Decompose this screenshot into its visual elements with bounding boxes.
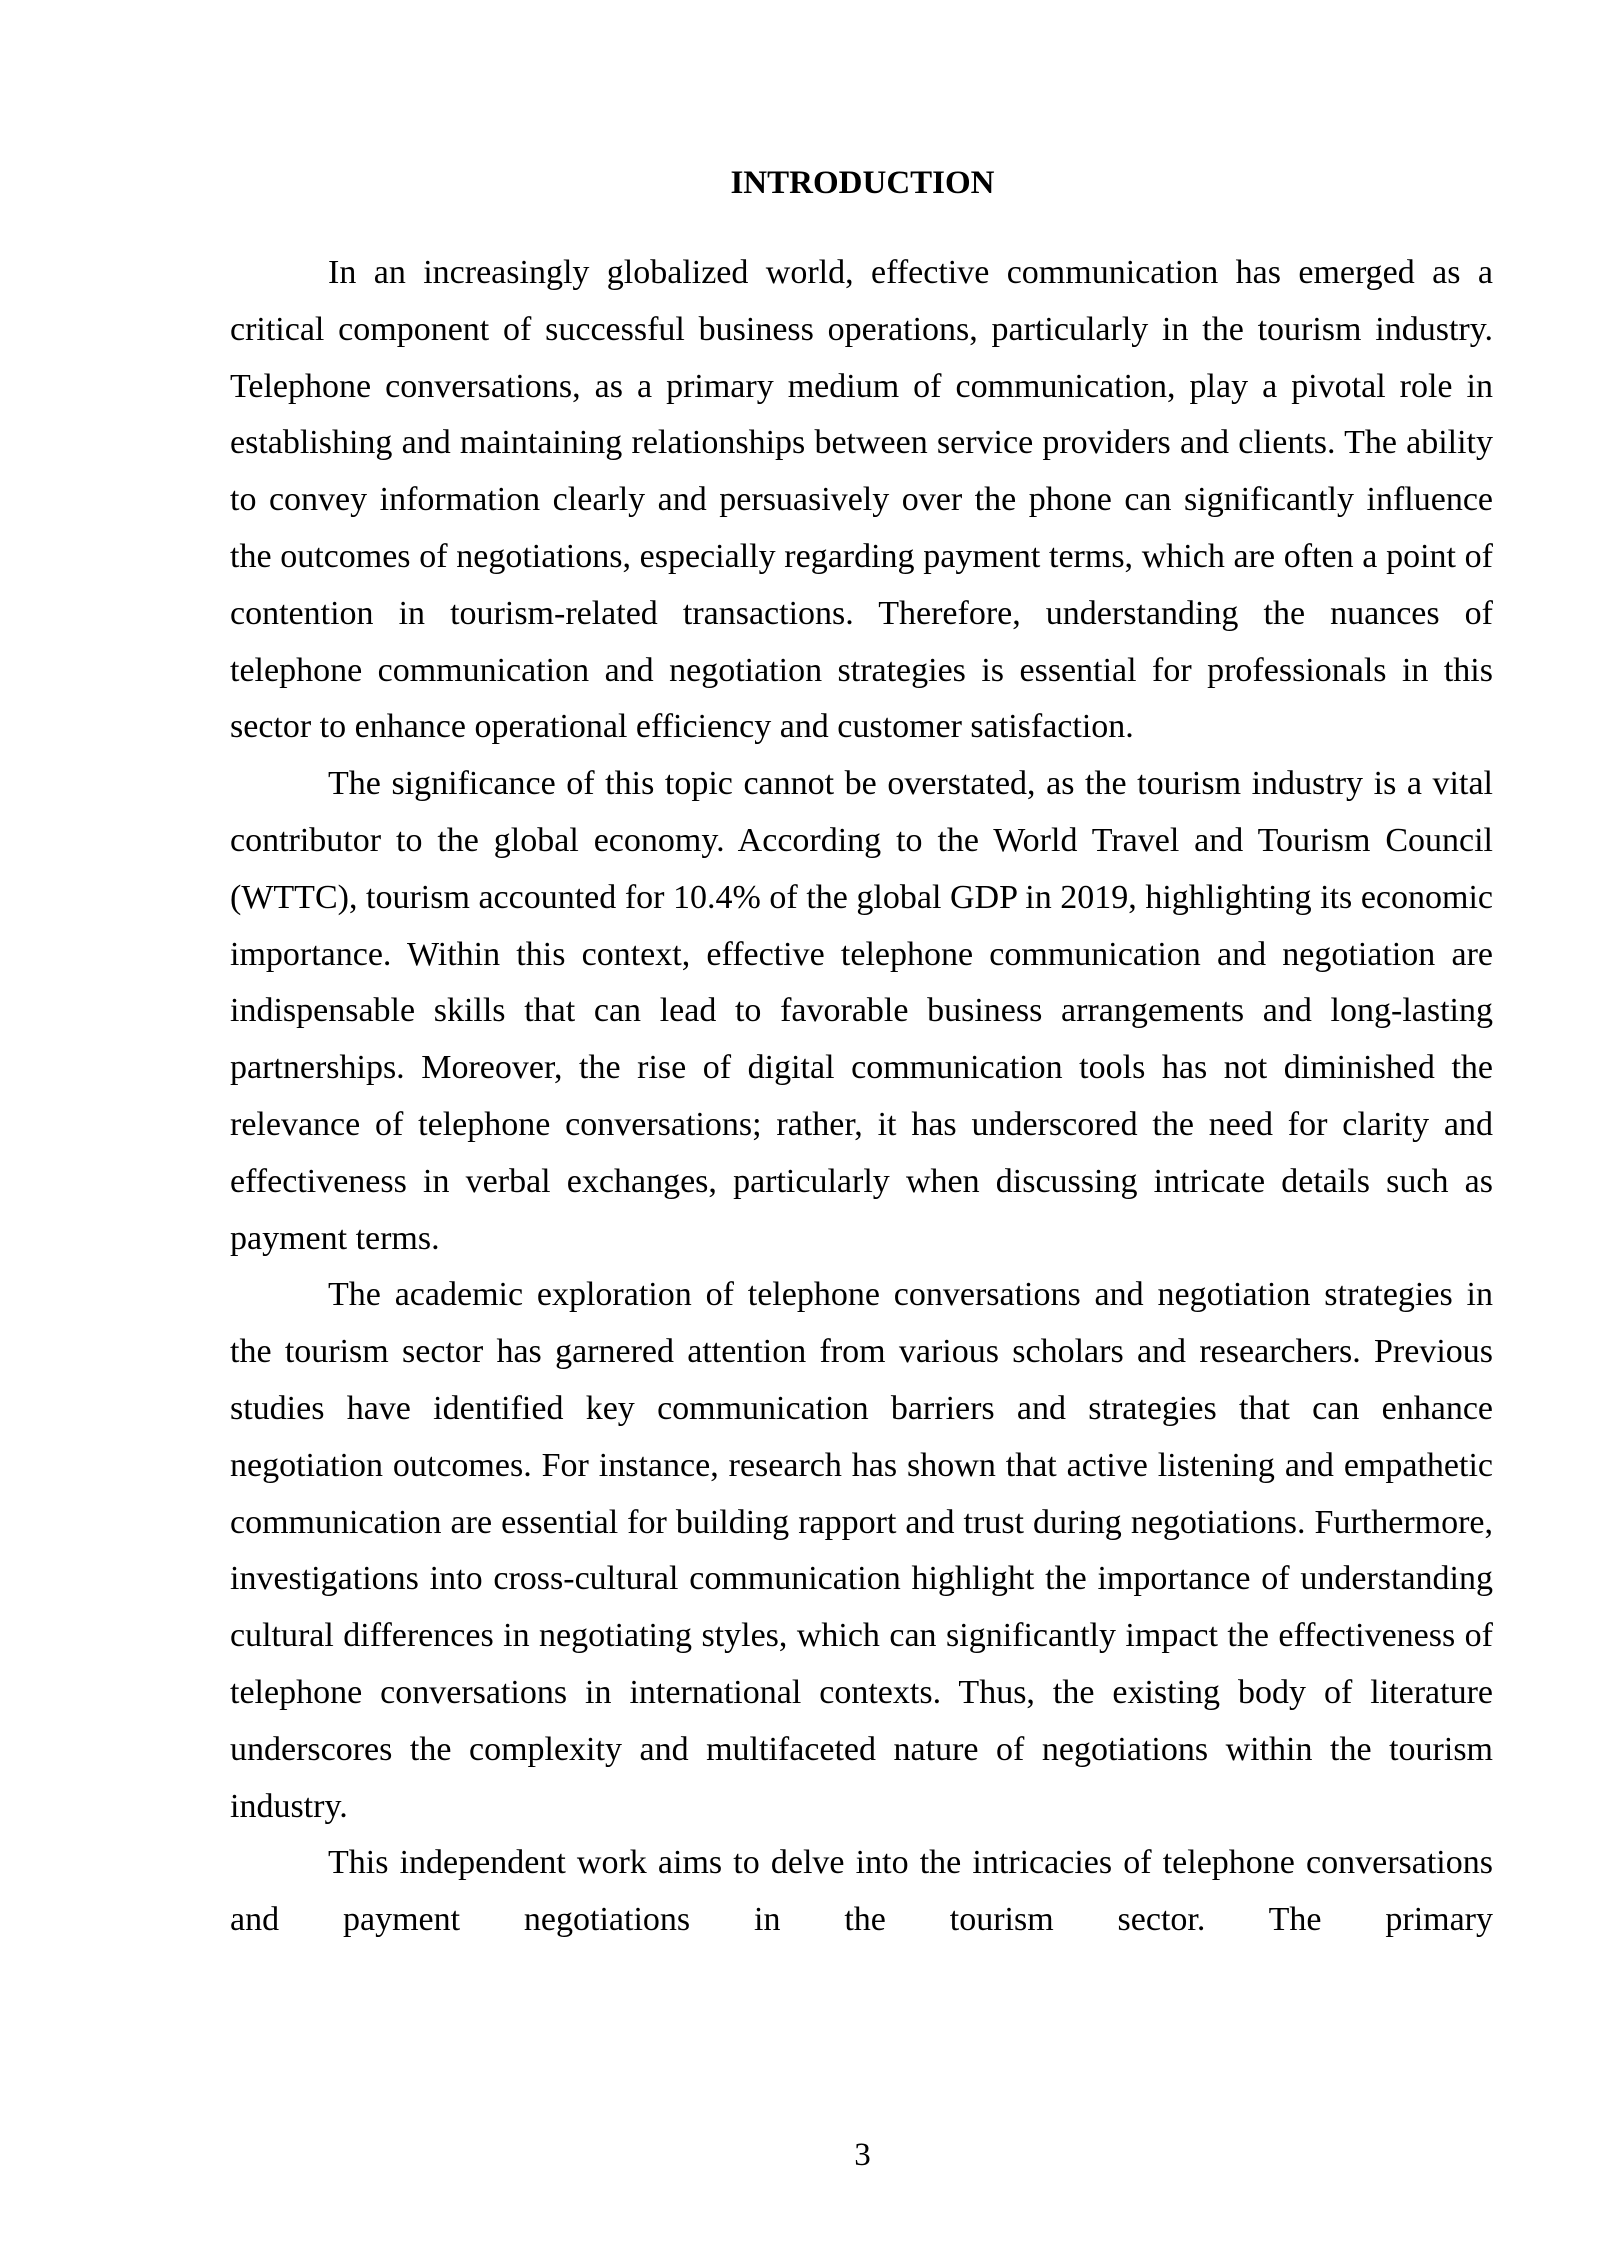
paragraph-1: In an increasingly globalized world, effective communication has emerged as a critical component of successful business operations, particularly in the tourism industry. Telephone conversations, as a primary medium of communication, play a pivotal role in establishing and maintaining relationships between service providers and clients. The ability to convey information clearly and persuasively over the phone can significantly influence the outcomes of negotiations, especially regarding payment terms, which are often a point of contention in tourism-related transactions. Therefore, understanding the nuances of telephone communication and negotiation strategies is essential for professionals in this sector to enhance operational efficiency and customer satisfaction.	[230, 254, 1493, 746]
paragraph-4: This independent work aims to delve into the intricacies of telephone conversations and payment negotiations in the tourism sector. The primary	[230, 1844, 1493, 1939]
body-text	[230, 245, 1493, 1949]
paragraph-3: The academic exploration of telephone conversations and negotiation strategies in the tourism sector has garnered attention from various scholars and researchers. Previous studies have identified key communication barriers and strategies that can enhance negotiation outcomes. For instance, research has shown that active listening and empathetic communication are essential for building rapport and trust during negotiations. Furthermore, investigations into cross-cultural communication highlight the importance of understanding cultural differences in negotiating styles, which can significantly impact the effectiveness of telephone conversations in international contexts. Thus, the existing body of literature underscores the complexity and multifaceted nature of negotiations within the tourism industry.	[230, 1276, 1493, 1825]
page-number: 3	[854, 2137, 871, 2173]
paragraph-2: The significance of this topic cannot be overstated, as the tourism industry is a vital contributor to the global economy. According to the World Travel and Tourism Council (WTTC), tourism accounted for 10.4% of the global GDP in 2019, highlighting its economic importance. Within this context, effective telephone communication and negotiation are indispensable skills that can lead to favorable business arrangements and long-lasting partnerships. Moreover, the rise of digital communication tools has not diminished the relevance of telephone conversations; rather, it has underscored the need for clarity and effectiveness in verbal exchanges, particularly when discussing intricate details such as payment terms.	[230, 765, 1493, 1257]
section-heading: INTRODUCTION	[730, 165, 995, 201]
